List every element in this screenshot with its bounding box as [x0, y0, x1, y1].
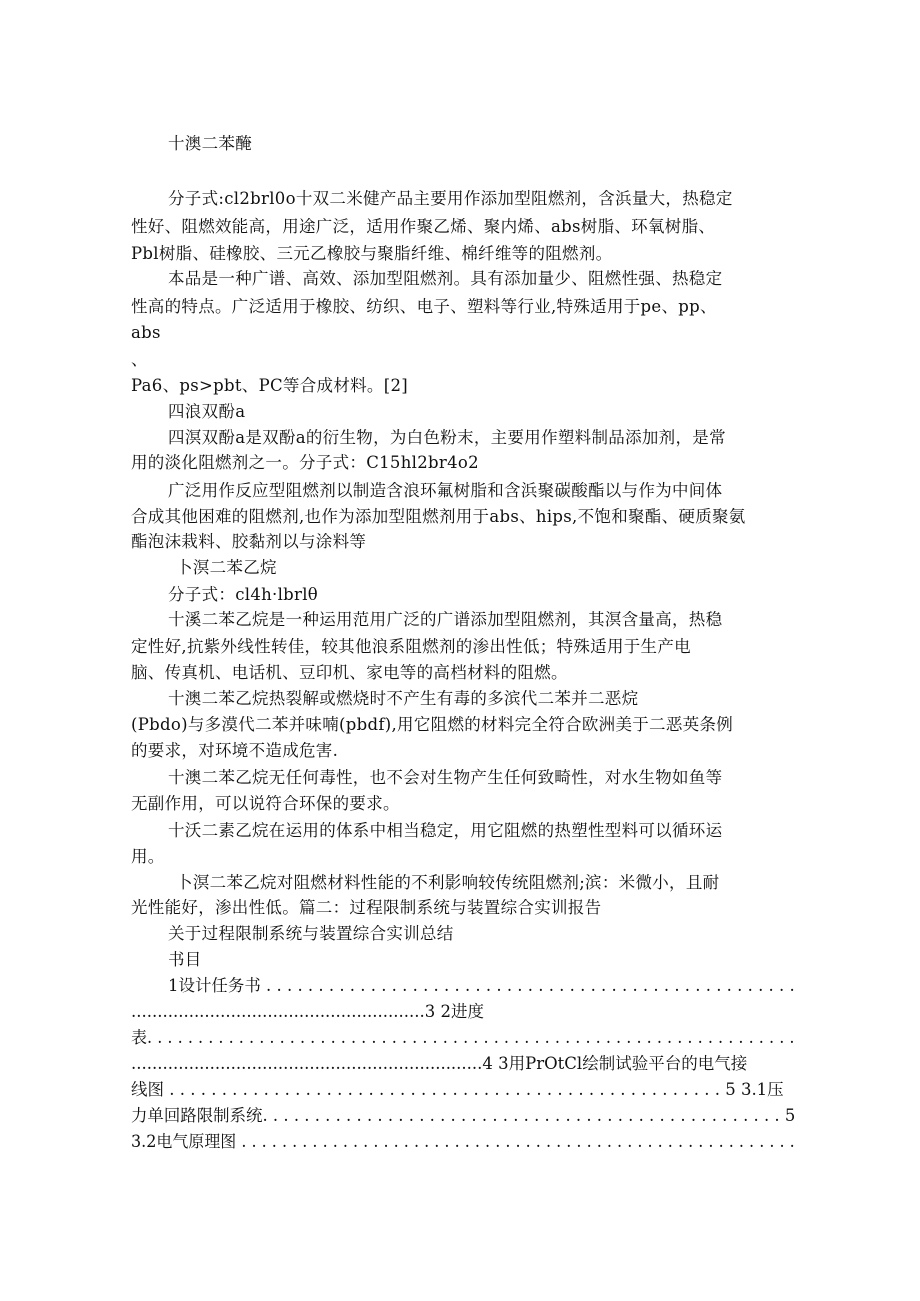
toc-entry: 1设计任务书 . . . . . . . . . . . . . . . . . . . . . . . . . . . . . . . . . . . . . . . . . . . . . . . . . . .	[168, 976, 795, 995]
paragraph-line: 十溪二苯乙烷是一种运用范用广泛的广谱添加型阻燃剂，其溟含量高，热稳	[168, 610, 723, 629]
toc-entry: 线图 . . . . . . . . . . . . . . . . . . . . . . . . . . . . . . . . . . . . . . . . . . . . . . . . . . . . . 5 3.1压	[131, 1080, 784, 1099]
paragraph-line: 酯泡沫栽料、胶黏剂以与涂料等	[131, 532, 367, 551]
paragraph-line: 光性能好，渗出性低。篇二：过程限制系统与装置综合实训报告	[131, 898, 602, 917]
heading-decabromodiphenyl-ethane: 卜溟二苯乙烷	[176, 558, 277, 577]
paragraph-line: abs	[131, 323, 161, 342]
paragraph-line: 分子式：cl4h·lbrlθ	[168, 585, 319, 604]
paragraph-line: 十澳二苯乙烷无任何毒性，也不会对生物产生任何致畸性，对水生物如鱼等	[168, 768, 723, 787]
paragraph-line: Pa6、ps>pbt、PC等合成材料。[2]	[131, 376, 409, 395]
paragraph-line: 无副作用，可以说符合环保的要求。	[131, 794, 400, 813]
toc-entry: 3.2电气原理图 . . . . . . . . . . . . . . . . . . . . . . . . . . . . . . . . . . . . . . . . . . . . . . . . . . . . . . .	[131, 1132, 795, 1151]
paragraph-line: 脑、传真机、电话机、豆印机、家电等的高档材料的阻燃。	[131, 663, 568, 682]
heading-tetrabromobisphenol-a: 四浪双酚a	[168, 402, 246, 421]
paragraph-line: 本品是一种广谱、高效、添加型阻燃剂。具有添加量少、阻燃性强、热稳定	[168, 269, 723, 288]
paragraph-line: 分子式:cl2brl0o十双二米健产品主要用作添加型阻燃剂，含浜量大，热稳定	[168, 189, 733, 208]
heading-decabromodiphenyl-ether: 十澳二苯醃	[168, 134, 252, 153]
paragraph-line: 用的淡化阻燃剂之一。分子式：C15hl2br4o2	[131, 453, 479, 472]
paragraph-line: 性好、阻燃效能高，用途广泛，适用作聚乙烯、聚内烯、abs树脂、环氧树脂、	[131, 217, 716, 236]
paragraph-line: 十沃二素乙烷在运用的体系中相当稳定，用它阻燃的热塑性型料可以循环运	[168, 821, 723, 840]
paragraph-line: 的要求，对环境不造成危害.	[131, 741, 339, 760]
toc-heading: 书目	[168, 950, 202, 969]
paragraph-line: 十澳二苯乙烷热裂解或燃烧时不产生有毒的多滨代二苯并二恶烷	[168, 689, 639, 708]
paragraph-line: 卜溟二苯乙烷对阻燃材料性能的不利影响较传统阻燃剂;滨：米微小，且耐	[176, 873, 720, 892]
paragraph-line: 性高的特点。广泛适用于橡胶、纺织、电子、塑料等行业,特殊适用于pe、pp、	[131, 297, 717, 316]
toc-entry: ........................................................3 2进度	[131, 1002, 484, 1021]
paragraph-line: Pbl树脂、硅橡胶、三元乙橡胶与聚脂纤维、棉纤维等的阻燃剂。	[131, 244, 613, 263]
paragraph-line: 用。	[131, 847, 165, 866]
paragraph-line: 广泛用作反应型阻燃剂以制造含浪环氟树脂和含浜聚碳酸酯以与作为中间体	[168, 481, 723, 500]
toc-entry: 表. . . . . . . . . . . . . . . . . . . . . . . . . . . . . . . . . . . . . . . . . . . . . . . . . . . . . . . . . . . . . . . .	[131, 1028, 795, 1047]
paragraph-line: 四溟双酚a是双酚a的衍生物，为白色粉末，主要用作塑料制品添加剂，是常	[168, 428, 726, 447]
toc-entry: ...................................................................4 3用PrOtCl绘制试验平台的电气接	[131, 1054, 748, 1073]
paragraph-line: (Pbdo)与多漠代二苯并味喃(pbdf),用它阻燃的材料完全符合欧洲美于二恶英条例	[131, 715, 734, 734]
toc-entry: 力单回路限制系统. . . . . . . . . . . . . . . . . . . . . . . . . . . . . . . . . . . . . . . . . . . . . . . . . . 5	[131, 1106, 796, 1125]
paragraph-line: 合成其他困难的阻燃剂,也作为添加型阻燃剂用于abs、hips,不饱和聚酯、硬质聚氨	[131, 507, 746, 526]
paragraph-line: 、	[131, 350, 148, 369]
section-title: 关于过程限制系统与装置综合实训总结	[168, 924, 454, 943]
paragraph-line: 定性好,抗紫外线性转佳，较其他浪系阻燃剂的渗出性低；特殊适用于生产电	[131, 637, 691, 656]
